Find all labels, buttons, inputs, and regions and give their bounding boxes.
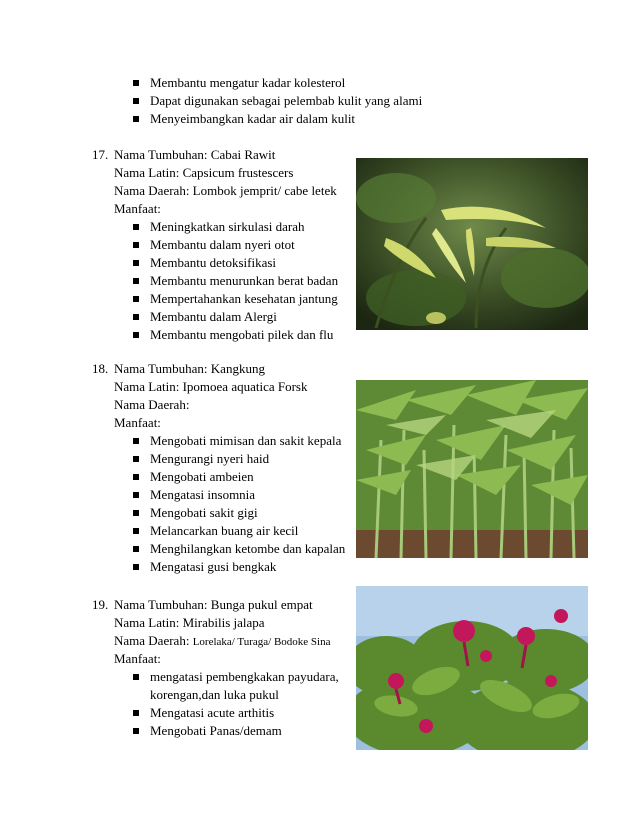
mirabilis-flower-photo [356, 586, 588, 750]
bullet-marker [133, 242, 139, 248]
bullet-marker [133, 332, 139, 338]
list-item: Mengurangi nyeri haid [150, 451, 270, 466]
list-item: Mengatasi gusi bengkak [150, 559, 277, 574]
list-item: Meningkatkan sirkulasi darah [150, 219, 305, 234]
bullet-marker [133, 710, 139, 716]
bullet-marker [133, 674, 139, 680]
list-item: Membantu dalam nyeri otot [150, 237, 295, 252]
bullet-marker [133, 260, 139, 266]
list-item: Mengobati ambeien [150, 469, 254, 484]
latin-name: Nama Latin: Capsicum frustescers [114, 165, 294, 180]
list-item: Membantu detoksifikasi [150, 255, 277, 270]
bullet-marker [133, 98, 139, 104]
bullet-marker [133, 296, 139, 302]
list-item: Melancarkan buang air kecil [150, 523, 299, 538]
regional-name: Nama Daerah: [114, 397, 190, 412]
latin-name: Nama Latin: Mirabilis jalapa [114, 615, 265, 630]
list-item: Menyeimbangkan kadar air dalam kulit [150, 111, 356, 126]
list-item: Mengatasi insomnia [150, 487, 256, 502]
list-item: Membantu mengatur kadar kolesterol [150, 75, 346, 90]
bullet-marker [133, 438, 139, 444]
bullet-marker [133, 314, 139, 320]
list-item: Mengobati sakit gigi [150, 505, 258, 520]
list-item: Membantu menurunkan berat badan [150, 273, 339, 288]
plant-name: Nama Tumbuhan: Kangkung [114, 361, 265, 376]
regional-name-value: Lorelaka/ Turaga/ Bodoke Sina [192, 636, 331, 648]
entry-number: 19. [92, 597, 109, 612]
list-item: Mengobati Panas/demam [150, 723, 282, 738]
benefits-label: Manfaat: [114, 415, 161, 430]
plant-name: Nama Tumbuhan: Bunga pukul empat [114, 597, 313, 612]
kangkung-plant-photo [356, 380, 588, 558]
list-item: Menghilangkan ketombe dan kapalan [150, 541, 346, 556]
bullet-marker [133, 528, 139, 534]
list-item: mengatasi pembengkakan payudara, [150, 669, 339, 684]
benefits-label: Manfaat: [114, 201, 161, 216]
bullet-marker [133, 116, 139, 122]
list-item: Membantu dalam Alergi [150, 309, 277, 324]
entry-number: 17. [92, 147, 109, 162]
bullet-marker [133, 728, 139, 734]
bullet-marker [133, 224, 139, 230]
latin-name: Nama Latin: Ipomoea aquatica Forsk [114, 379, 308, 394]
bullet-marker [133, 492, 139, 498]
regional-name: Nama Daerah: Lombok jemprit/ cabe letek [114, 183, 337, 198]
bullet-marker [133, 510, 139, 516]
regional-name-label: Nama Daerah: [114, 633, 190, 648]
plant-name: Nama Tumbuhan: Cabai Rawit [114, 147, 276, 162]
bullet-marker [133, 456, 139, 462]
entry-number: 18. [92, 361, 109, 376]
bullet-marker [133, 564, 139, 570]
bullet-marker [133, 546, 139, 552]
list-item-continuation: korengan,dan luka pukul [150, 687, 279, 702]
chili-plant-photo [356, 158, 588, 330]
list-item: Mengobati mimisan dan sakit kepala [150, 433, 342, 448]
list-item: Mempertahankan kesehatan jantung [150, 291, 338, 306]
regional-name [114, 632, 330, 651]
list-item: Membantu mengobati pilek dan flu [150, 327, 334, 342]
list-item: Mengatasi acute arthitis [150, 705, 275, 720]
benefits-label: Manfaat: [114, 651, 161, 666]
bullet-marker [133, 80, 139, 86]
bullet-marker [133, 278, 139, 284]
bullet-marker [133, 474, 139, 480]
list-item: Dapat digunakan sebagai pelembab kulit yang alami [150, 93, 423, 108]
